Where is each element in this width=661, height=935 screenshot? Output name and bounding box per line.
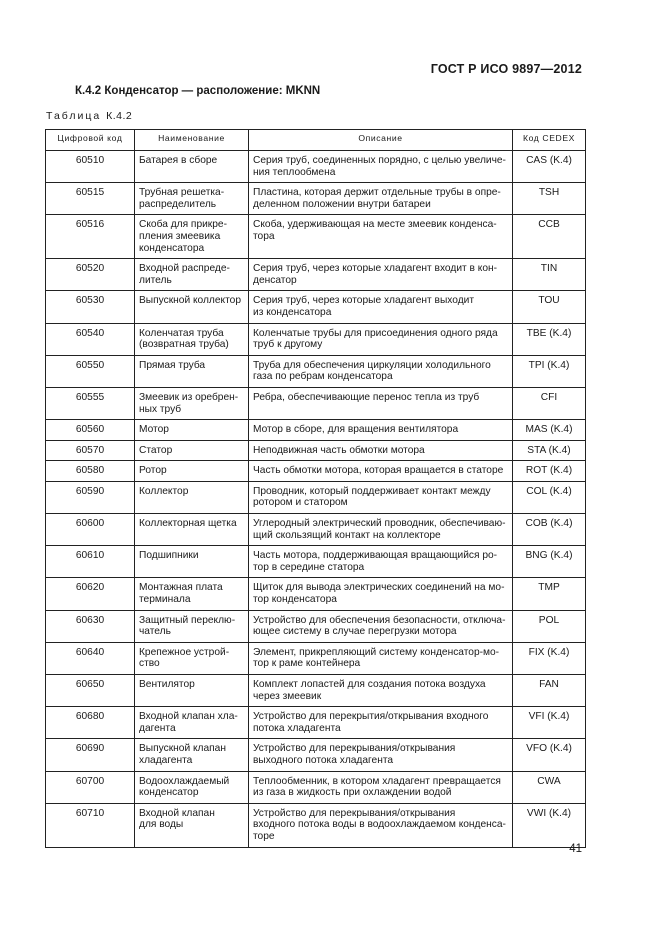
table-row [46, 387, 586, 419]
table-row [46, 546, 586, 578]
table-row [46, 514, 586, 546]
cell-name: Выпускной коллектор [135, 291, 249, 323]
cell-code: 60610 [46, 546, 135, 578]
cell-code: 60600 [46, 514, 135, 546]
cell-description: Углеродный электрический проводник, обеспечиваю- щий скользящий контакт на коллекторе [249, 514, 513, 546]
cell-code: 60590 [46, 481, 135, 513]
cell-description: Ребра, обеспечивающие перенос тепла из труб [249, 387, 513, 419]
cell-description: Часть мотора, поддерживающая вращающийся ро- тор в середине статора [249, 546, 513, 578]
cell-description: Щиток для вывода электрических соединений на мо- тор конденсатора [249, 578, 513, 610]
cell-name: Входной клапан хла- дагента [135, 707, 249, 739]
table-row [46, 707, 586, 739]
table-row [46, 355, 586, 387]
cell-cedex: VFO (K.4) [513, 739, 586, 771]
table-row [46, 291, 586, 323]
cell-code: 60555 [46, 387, 135, 419]
cell-cedex: FIX (K.4) [513, 642, 586, 674]
cell-cedex: BNG (K.4) [513, 546, 586, 578]
cell-code: 60550 [46, 355, 135, 387]
cell-code: 60690 [46, 739, 135, 771]
cell-description: Пластина, которая держит отдельные трубы в опре- деленном положении внутри батареи [249, 183, 513, 215]
cell-description: Скоба, удерживающая на месте змеевик конденса- тора [249, 215, 513, 259]
table-row [46, 578, 586, 610]
cell-description: Серия труб, через которые хладагент выходит из конденсатора [249, 291, 513, 323]
cell-cedex: TIN [513, 259, 586, 291]
cell-cedex: CCB [513, 215, 586, 259]
cell-description: Часть обмотки мотора, которая вращается в статоре [249, 461, 513, 482]
cell-code: 60540 [46, 323, 135, 355]
cell-name: Мотор [135, 420, 249, 441]
column-header-description: Описание [249, 130, 513, 151]
table-row [46, 739, 586, 771]
cell-name: Статор [135, 440, 249, 461]
cell-cedex: VWI (K.4) [513, 803, 586, 847]
cell-name: Входной клапан для воды [135, 803, 249, 847]
section-title: К.4.2 Конденсатор — расположение: MKNN [75, 85, 321, 97]
cell-cedex: FAN [513, 675, 586, 707]
condenser-codes-table [45, 129, 586, 848]
cell-description: Теплообменник, в котором хладагент превращается из газа в жидкость при охлаждении водой [249, 771, 513, 803]
cell-name: Скоба для прикре- пления змеевика конденсатора [135, 215, 249, 259]
cell-description: Неподвижная часть обмотки мотора [249, 440, 513, 461]
cell-cedex: CWA [513, 771, 586, 803]
cell-name: Коллектор [135, 481, 249, 513]
cell-name: Прямая труба [135, 355, 249, 387]
cell-cedex: TBE (K.4) [513, 323, 586, 355]
table-header-row [46, 130, 586, 151]
table-row [46, 440, 586, 461]
cell-description: Устройство для перекрытия/открывания входного потока хладагента [249, 707, 513, 739]
cell-code: 60650 [46, 675, 135, 707]
column-header-code: Цифровой код [46, 130, 135, 151]
cell-code: 60515 [46, 183, 135, 215]
cell-description: Устройство для перекрывания/открывания выходного потока хладагента [249, 739, 513, 771]
cell-code: 60620 [46, 578, 135, 610]
cell-description: Комплект лопастей для создания потока воздуха через змеевик [249, 675, 513, 707]
cell-code: 60710 [46, 803, 135, 847]
cell-cedex: CFI [513, 387, 586, 419]
cell-description: Проводник, который поддерживает контакт между ротором и статором [249, 481, 513, 513]
cell-code: 60680 [46, 707, 135, 739]
table-row [46, 675, 586, 707]
table-row [46, 183, 586, 215]
table-body [46, 151, 586, 848]
cell-code: 60530 [46, 291, 135, 323]
cell-description: Устройство для обеспечения безопасности, отключа- ющее систему в случае перегрузки мотора [249, 610, 513, 642]
cell-description: Мотор в сборе, для вращения вентилятора [249, 420, 513, 441]
cell-name: Подшипники [135, 546, 249, 578]
cell-name: Выпускной клапан хладагента [135, 739, 249, 771]
table-caption-label: Таблица [46, 110, 102, 122]
cell-cedex: TSH [513, 183, 586, 215]
cell-cedex: COB (K.4) [513, 514, 586, 546]
cell-cedex: TMP [513, 578, 586, 610]
cell-description: Коленчатые трубы для присоединения одного ряда труб к другому [249, 323, 513, 355]
table-row [46, 642, 586, 674]
page-number: 41 [569, 843, 582, 855]
cell-description: Элемент, прикрепляющий систему конденсатор-мо- тор к раме контейнера [249, 642, 513, 674]
table-row [46, 771, 586, 803]
cell-code: 60560 [46, 420, 135, 441]
cell-code: 60510 [46, 151, 135, 183]
cell-code: 60570 [46, 440, 135, 461]
table-row [46, 461, 586, 482]
cell-cedex: POL [513, 610, 586, 642]
cell-cedex: STA (K.4) [513, 440, 586, 461]
table-caption-number: К.4.2 [106, 110, 133, 122]
table-row [46, 151, 586, 183]
table-row [46, 215, 586, 259]
table-row [46, 803, 586, 847]
cell-description: Серия труб, соединенных порядно, с целью увеличе- ния теплообмена [249, 151, 513, 183]
cell-description: Серия труб, через которые хладагент входит в кон- денсатор [249, 259, 513, 291]
cell-cedex: ROT (K.4) [513, 461, 586, 482]
cell-cedex: MAS (K.4) [513, 420, 586, 441]
cell-code: 60630 [46, 610, 135, 642]
cell-name: Батарея в сборе [135, 151, 249, 183]
cell-code: 60580 [46, 461, 135, 482]
cell-name: Коллекторная щетка [135, 514, 249, 546]
column-header-name: Наименование [135, 130, 249, 151]
cell-code: 60516 [46, 215, 135, 259]
cell-name: Змеевик из оребрен- ных труб [135, 387, 249, 419]
cell-name: Коленчатая труба (возвратная труба) [135, 323, 249, 355]
cell-name: Монтажная плата терминала [135, 578, 249, 610]
cell-name: Вентилятор [135, 675, 249, 707]
cell-name: Крепежное устрой- ство [135, 642, 249, 674]
cell-cedex: TPI (K.4) [513, 355, 586, 387]
table-row [46, 323, 586, 355]
cell-description: Устройство для перекрывания/открывания входного потока воды в водоохлаждаемом конденса- торе [249, 803, 513, 847]
table-row [46, 481, 586, 513]
table-row [46, 259, 586, 291]
table-row [46, 420, 586, 441]
cell-description: Труба для обеспечения циркуляции холодильного газа по ребрам конденсатора [249, 355, 513, 387]
standard-code: ГОСТ Р ИСО 9897—2012 [430, 62, 582, 76]
cell-cedex: CAS (K.4) [513, 151, 586, 183]
cell-cedex: VFI (K.4) [513, 707, 586, 739]
cell-code: 60700 [46, 771, 135, 803]
cell-name: Защитный переклю- чатель [135, 610, 249, 642]
column-header-cedex: Код CEDEX [513, 130, 586, 151]
cell-name: Ротор [135, 461, 249, 482]
table-caption [46, 110, 132, 122]
cell-name: Входной распреде- литель [135, 259, 249, 291]
cell-cedex: COL (K.4) [513, 481, 586, 513]
cell-name: Трубная решетка- распределитель [135, 183, 249, 215]
cell-name: Водоохлаждаемый конденсатор [135, 771, 249, 803]
cell-cedex: TOU [513, 291, 586, 323]
table-row [46, 610, 586, 642]
cell-code: 60640 [46, 642, 135, 674]
cell-code: 60520 [46, 259, 135, 291]
